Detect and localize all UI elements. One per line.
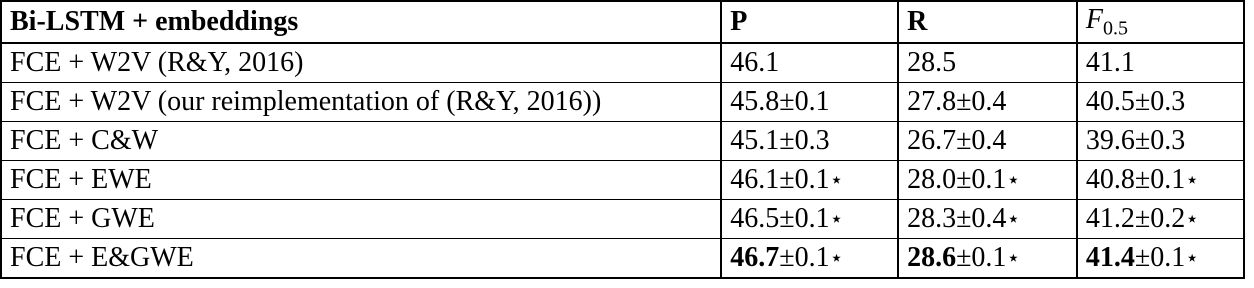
significance-star-icon: ⋆ — [829, 167, 844, 192]
header-row — [1, 1, 1244, 43]
precision-column-header: P — [721, 1, 898, 43]
cell-r — [898, 239, 1077, 279]
cell-error: ±0.1 — [1134, 164, 1186, 195]
row-label: FCE + C&W — [1, 122, 721, 161]
model-column-header: Bi-LSTM + embeddings — [1, 1, 721, 43]
cell-error: ±0.1 — [779, 242, 830, 273]
cell-error: ±0.1 — [779, 203, 830, 234]
table-row — [1, 200, 1244, 239]
cell-error: ±0.1 — [1134, 242, 1186, 273]
cell-value: 46.5 — [730, 203, 780, 234]
cell-value: 28.6 — [907, 242, 957, 273]
cell-error: ±0.4 — [956, 125, 1007, 156]
cell-error: ±0.2 — [1134, 203, 1186, 234]
row-label: FCE + GWE — [1, 200, 721, 239]
row-label: FCE + E&GWE — [1, 239, 721, 279]
cell-error: ±0.1 — [956, 164, 1007, 195]
significance-star-icon: ⋆ — [1185, 167, 1200, 192]
f-base: F — [1085, 3, 1103, 35]
f05-column-header — [1077, 1, 1244, 43]
cell-value: 46.7 — [730, 242, 780, 273]
cell-error: ±0.1 — [779, 164, 830, 195]
significance-star-icon: ⋆ — [1185, 245, 1200, 270]
cell-value: 46.1 — [730, 47, 780, 78]
significance-star-icon: ⋆ — [829, 206, 844, 231]
cell-f — [1077, 122, 1244, 161]
cell-value: 28.5 — [907, 47, 957, 78]
cell-r — [898, 83, 1077, 122]
significance-star-icon: ⋆ — [1006, 245, 1021, 270]
cell-value: 28.3 — [907, 203, 957, 234]
cell-f — [1077, 239, 1244, 279]
cell-error: ±0.4 — [956, 86, 1007, 117]
cell-r — [898, 122, 1077, 161]
table-row — [1, 239, 1244, 279]
cell-value: 41.4 — [1085, 242, 1135, 273]
cell-value: 41.1 — [1085, 47, 1135, 78]
cell-p — [721, 161, 898, 200]
cell-error: ±0.3 — [1134, 125, 1186, 156]
cell-value: 26.7 — [907, 125, 957, 156]
cell-f — [1077, 43, 1244, 83]
cell-error: ±0.3 — [1134, 86, 1186, 117]
cell-r — [898, 161, 1077, 200]
significance-star-icon: ⋆ — [829, 245, 844, 270]
significance-star-icon: ⋆ — [1185, 206, 1200, 231]
row-label: FCE + W2V (our reimplementation of (R&Y, 2016)) — [1, 83, 721, 122]
cell-f — [1077, 161, 1244, 200]
cell-error: ±0.1 — [779, 86, 830, 117]
cell-value: 27.8 — [907, 86, 957, 117]
cell-r — [898, 200, 1077, 239]
table-body — [1, 43, 1244, 278]
cell-error: ±0.3 — [779, 125, 830, 156]
significance-star-icon: ⋆ — [1006, 167, 1021, 192]
significance-star-icon: ⋆ — [1006, 206, 1021, 231]
table-row — [1, 161, 1244, 200]
cell-p — [721, 122, 898, 161]
table-row — [1, 122, 1244, 161]
cell-p — [721, 83, 898, 122]
f-subscript: 0.5 — [1102, 17, 1128, 40]
cell-error: ±0.4 — [956, 203, 1007, 234]
cell-value: 28.0 — [907, 164, 957, 195]
table-row — [1, 83, 1244, 122]
cell-f — [1077, 200, 1244, 239]
table-row — [1, 43, 1244, 83]
row-label: FCE + EWE — [1, 161, 721, 200]
row-label: FCE + W2V (R&Y, 2016) — [1, 43, 721, 83]
recall-column-header: R — [898, 1, 1077, 43]
cell-value: 45.8 — [730, 86, 780, 117]
cell-value: 40.5 — [1085, 86, 1135, 117]
cell-value: 45.1 — [730, 125, 780, 156]
cell-value: 46.1 — [730, 164, 780, 195]
cell-p — [721, 200, 898, 239]
cell-value: 41.2 — [1085, 203, 1135, 234]
cell-value: 39.6 — [1085, 125, 1135, 156]
cell-p — [721, 239, 898, 279]
cell-r — [898, 43, 1077, 83]
cell-value: 40.8 — [1085, 164, 1135, 195]
cell-f — [1077, 83, 1244, 122]
cell-p — [721, 43, 898, 83]
cell-error: ±0.1 — [956, 242, 1007, 273]
